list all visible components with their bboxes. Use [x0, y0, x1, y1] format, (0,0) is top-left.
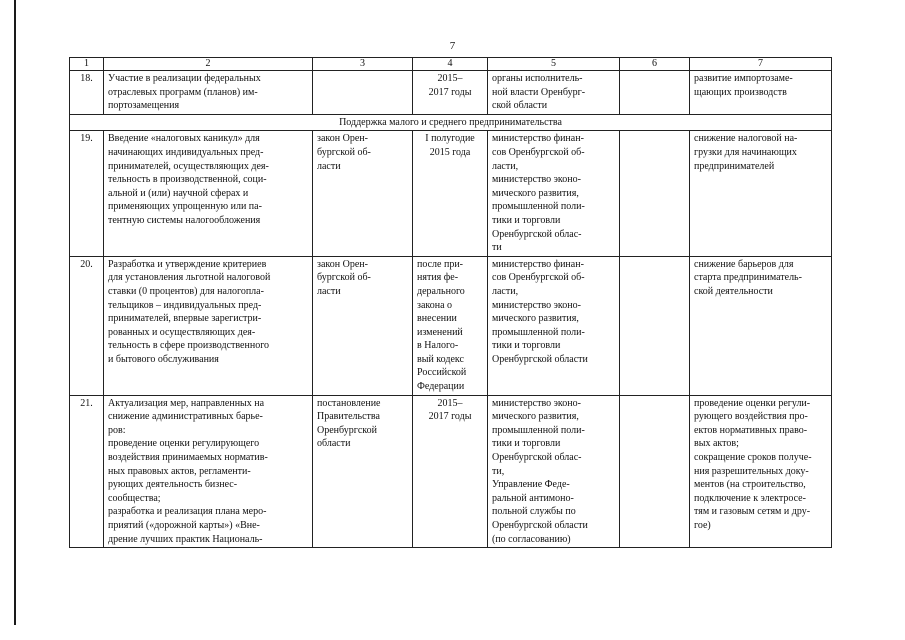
column-header: 1: [70, 58, 104, 71]
measure-cell: Введение «налоговых каникул» для начинающих индивидуальных пред- принимателей, осуществляющих дея- тельность в производственной, соци- альной и (или) научной сферах и применяющих упрощенную или па- тентную системы налогообложения: [104, 131, 313, 256]
executor-cell: министерство финан- сов Оренбургской об- ласти, министерство эконо- мического развития, промышленной поли- тики и торговли Оренбургской области: [488, 256, 620, 395]
page-number: 7: [449, 40, 456, 52]
executor-cell: министерство финан- сов Оренбургской об- ласти, министерство эконо- мического развития, промышленной поли- тики и торговли Оренбургской облас- ти: [488, 131, 620, 256]
column-number-row: [70, 58, 832, 71]
empty-cell: [620, 131, 690, 256]
row-number: 21.: [70, 395, 104, 548]
document-cell: закон Орен- бургской об- ласти: [313, 256, 413, 395]
column-header: 4: [413, 58, 488, 71]
measure-cell: Участие в реализации федеральных отраслевых программ (планов) им- портозамещения: [104, 71, 313, 115]
executor-cell: министерство эконо- мического развития, промышленной поли- тики и торговли Оренбургской облас- ти, Управление Феде- ральной антимоно- польной службы по Оренбургской области (по согласованию): [488, 395, 620, 548]
measure-cell: Актуализация мер, направленных на снижение административных барье- ров: проведение оценки регулирующего воздействия принимаемых норматив- ных правовых актов, регламенти- рующих деятельность бизнес- сообщества; разработка и реализация плана меро- приятий («дорожной карты») «Вне- дрение лучших практик Националь-: [104, 395, 313, 548]
empty-cell: [620, 256, 690, 395]
term-cell: I полугодие 2015 года: [413, 131, 488, 256]
result-cell: снижение барьеров для старта предприниматель- ской деятельности: [690, 256, 832, 395]
document-cell: [313, 71, 413, 115]
result-cell: проведение оценки регули- рующего воздействия про- ектов нормативных право- вых актов; сокращение сроков получе- ния разрешительных доку- ментов (на строительство, подключение к электросе- тям и газовым сетям и дру- гое): [690, 395, 832, 548]
term-cell: после при- нятия фе- дерального закона о внесении изменений в Налого- вый кодекс Российской Федерации: [413, 256, 488, 395]
column-header: 6: [620, 58, 690, 71]
row-number: 20.: [70, 256, 104, 395]
section-row: [70, 114, 832, 131]
document-cell: закон Орен- бургской об- ласти: [313, 131, 413, 256]
section-title: Поддержка малого и среднего предпринимательства: [70, 114, 832, 131]
table-row: [70, 71, 832, 115]
measures-table: [69, 57, 832, 548]
term-cell: 2015– 2017 годы: [413, 71, 488, 115]
column-header: 7: [690, 58, 832, 71]
executor-cell: органы исполнитель- ной власти Оренбург- ской области: [488, 71, 620, 115]
column-header: 3: [313, 58, 413, 71]
document-cell: постановление Правительства Оренбургской области: [313, 395, 413, 548]
empty-cell: [620, 71, 690, 115]
table-row: [70, 395, 832, 548]
row-number: 19.: [70, 131, 104, 256]
result-cell: снижение налоговой на- грузки для начинающих предпринимателей: [690, 131, 832, 256]
column-header: 2: [104, 58, 313, 71]
column-header: 5: [488, 58, 620, 71]
empty-cell: [620, 395, 690, 548]
table-row: [70, 256, 832, 395]
term-cell: 2015– 2017 годы: [413, 395, 488, 548]
table-row: [70, 131, 832, 256]
measure-cell: Разработка и утверждение критериев для установления льготной налоговой ставки (0 процентов) для налогопла- тельщиков – индивидуальных пред- принимателей, впервые зарегистри- рованных и осуществляющих дея- тельность в сфере производственного и бытового обслуживания: [104, 256, 313, 395]
result-cell: развитие импортозаме- щающих производств: [690, 71, 832, 115]
row-number: 18.: [70, 71, 104, 115]
binding-edge-line: [14, 0, 16, 625]
